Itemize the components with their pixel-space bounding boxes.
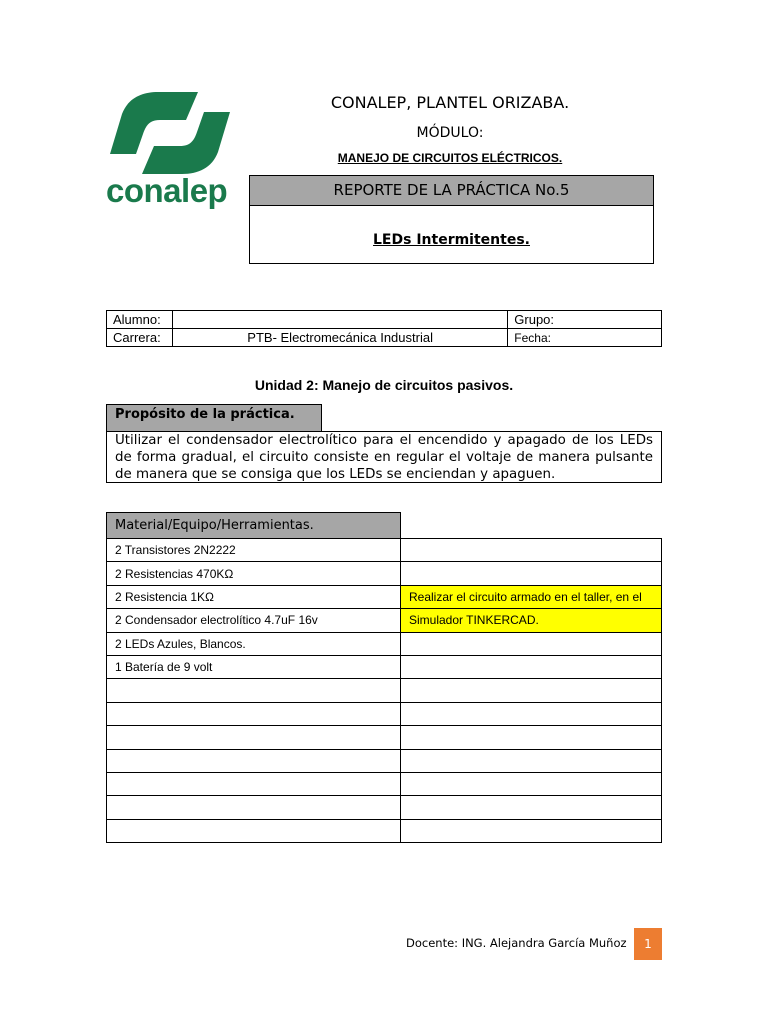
material-note — [401, 772, 662, 795]
material-note — [401, 655, 662, 678]
group-label: Grupo: — [508, 311, 662, 329]
material-note — [401, 679, 662, 702]
material-item: 1 Batería de 9 volt — [107, 655, 401, 678]
table-row — [107, 585, 662, 608]
material-note — [401, 819, 662, 842]
table-row — [107, 539, 662, 562]
institution-title: CONALEP, PLANTEL ORIZABA. — [330, 93, 570, 112]
conalep-emblem-icon — [106, 92, 234, 174]
material-item — [107, 772, 401, 795]
material-note: Simulador TINKERCAD. — [401, 609, 662, 632]
material-item — [107, 749, 401, 772]
logo-wordmark: conalep — [106, 172, 228, 209]
date-label: Fecha: — [508, 329, 662, 347]
material-note — [401, 632, 662, 655]
purpose-text: Utilizar el condensador electrolítico para el encendido y apagado de los LEDs de forma gradual, el circuito consiste en regular el voltaje de manera pulsante de manera que se consiga que los LEDs se enciendan y apaguen. — [106, 431, 662, 483]
material-note — [401, 726, 662, 749]
material-item: 2 LEDs Azules, Blancos. — [107, 632, 401, 655]
table-row — [107, 726, 662, 749]
module-label: MÓDULO: — [416, 125, 484, 141]
report-topic: LEDs Intermitentes. — [373, 232, 530, 248]
material-note — [401, 702, 662, 725]
material-item: 2 Transistores 2N2222 — [107, 539, 401, 562]
table-row — [107, 702, 662, 725]
material-item — [107, 702, 401, 725]
table-row — [107, 562, 662, 585]
material-item: 2 Resistencias 470KΩ — [107, 562, 401, 585]
purpose-heading: Propósito de la práctica. — [106, 404, 322, 431]
table-row — [107, 311, 662, 329]
material-note: Realizar el circuito armado en el taller, en el — [401, 585, 662, 608]
page-number: 1 — [634, 928, 662, 960]
table-row — [107, 632, 662, 655]
report-heading: REPORTE DE LA PRÁCTICA No.5 — [250, 176, 653, 206]
material-item — [107, 819, 401, 842]
table-row — [107, 749, 662, 772]
material-item: 2 Condensador electrolítico 4.7uF 16v — [107, 609, 401, 632]
teacher-footer: Docente: ING. Alejandra García Muñoz — [406, 936, 627, 950]
material-item — [107, 796, 401, 819]
module-name: MANEJO DE CIRCUITOS ELÉCTRICOS. — [337, 151, 563, 165]
table-row — [107, 772, 662, 795]
material-note — [401, 539, 662, 562]
table-row — [107, 679, 662, 702]
materials-table — [106, 512, 662, 843]
table-row — [107, 796, 662, 819]
material-note — [401, 796, 662, 819]
material-item — [107, 726, 401, 749]
material-item: 2 Resistencia 1KΩ — [107, 585, 401, 608]
material-note — [401, 562, 662, 585]
report-box — [249, 175, 654, 264]
blank-cell — [401, 513, 662, 539]
table-row — [107, 819, 662, 842]
material-note — [401, 749, 662, 772]
table-row — [107, 609, 662, 632]
student-info-table — [106, 310, 662, 347]
material-item — [107, 679, 401, 702]
materials-heading: Material/Equipo/Herramientas. — [107, 513, 401, 539]
table-row — [107, 329, 662, 347]
materials-header-row — [107, 513, 662, 539]
unit-title: Unidad 2: Manejo de circuitos pasivos. — [254, 377, 514, 393]
career-label: Carrera: — [107, 329, 173, 347]
student-field[interactable] — [172, 311, 507, 329]
table-row — [107, 655, 662, 678]
conalep-logo — [106, 92, 234, 212]
career-value: PTB- Electromecánica Industrial — [172, 329, 507, 347]
student-label: Alumno: — [107, 311, 173, 329]
